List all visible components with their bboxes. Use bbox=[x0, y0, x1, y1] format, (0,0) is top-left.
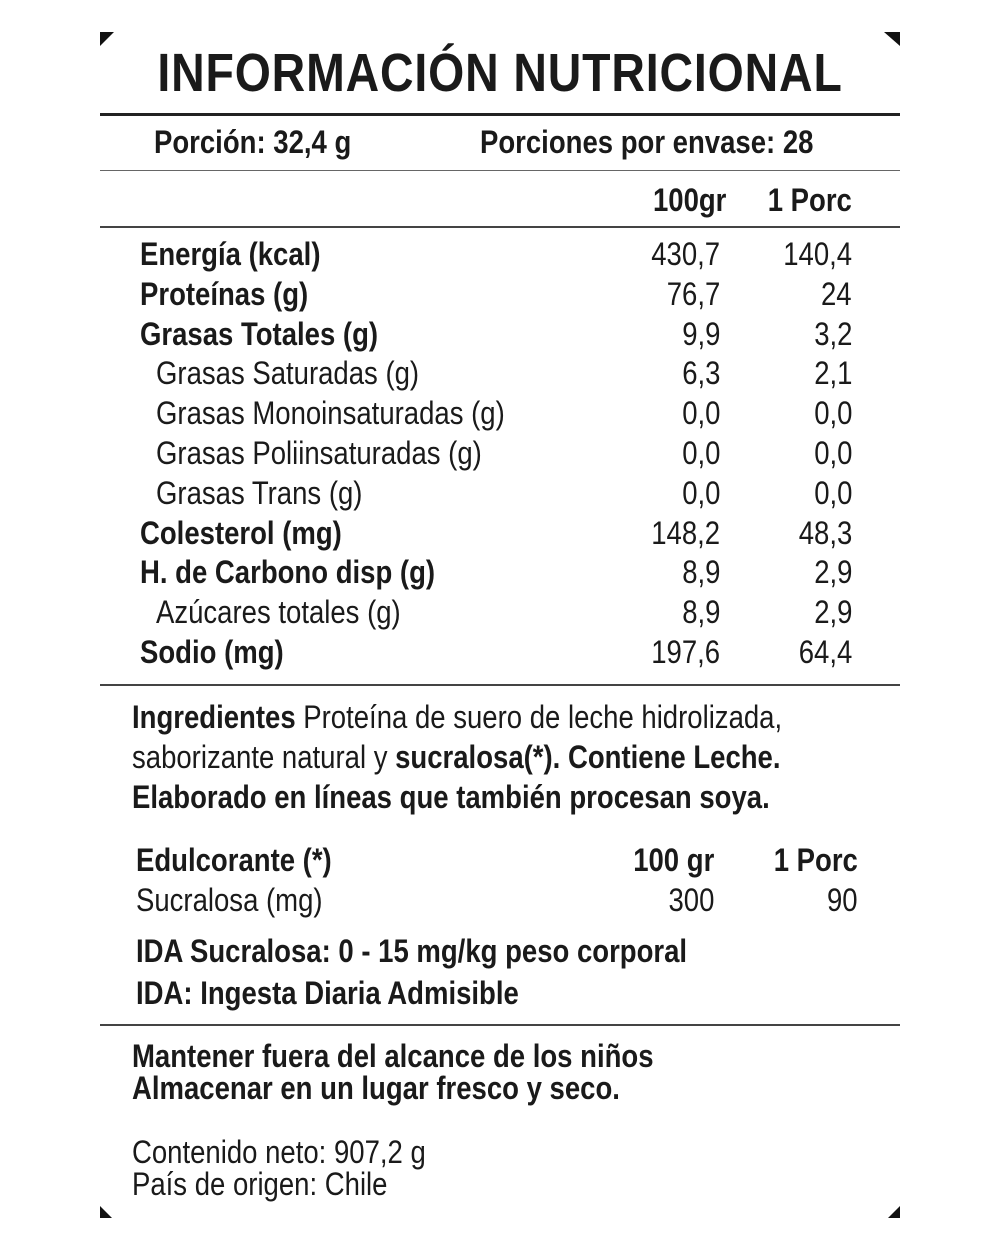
warning-children: Mantener fuera del alcance de los niños bbox=[132, 1038, 654, 1074]
ingredients-text-2: saborizante natural y bbox=[132, 739, 396, 775]
warnings-block bbox=[132, 1040, 738, 1104]
nutrient-label: H. de Carbono disp (g) bbox=[140, 554, 436, 591]
nutrient-label: Grasas Trans (g) bbox=[156, 474, 363, 511]
nutrient-value-100gr: 6,3 bbox=[681, 355, 720, 392]
sweetener-table bbox=[136, 842, 876, 922]
column-header-100gr: 100gr bbox=[652, 182, 726, 218]
nutrient-value-portion: 48,3 bbox=[798, 514, 852, 551]
serving-size: Porción: 32,4 g bbox=[154, 124, 352, 160]
nutrient-label: Azúcares totales (g) bbox=[156, 594, 401, 631]
ida-block bbox=[136, 930, 777, 1014]
nutrient-row bbox=[140, 594, 860, 634]
nutrient-label: Sodio (mg) bbox=[140, 633, 284, 670]
sweetener-header-row bbox=[136, 842, 876, 882]
servings-per-container: Porciones por envase: 28 bbox=[480, 124, 814, 160]
sweetener-col-100: 100 gr bbox=[632, 842, 714, 878]
nutrient-row bbox=[140, 355, 860, 395]
nutrient-value-100gr: 148,2 bbox=[651, 514, 720, 551]
ingredients-allergen-note: Elaborado en líneas que también procesan soya. bbox=[132, 779, 770, 815]
nutrient-value-100gr: 0,0 bbox=[681, 395, 720, 432]
net-content: Contenido neto: 907,2 g bbox=[132, 1134, 426, 1170]
nutrient-value-portion: 0,0 bbox=[813, 434, 852, 471]
nutrient-label: Grasas Poliinsaturadas (g) bbox=[156, 434, 482, 471]
nutrient-label: Grasas Monoinsaturadas (g) bbox=[156, 395, 505, 432]
divider-title bbox=[100, 113, 900, 116]
ingredients-text: Proteína de suero de leche hidrolizada, bbox=[295, 699, 783, 735]
corner-mark-bottom-right bbox=[888, 1206, 900, 1218]
nutrient-label: Grasas Saturadas (g) bbox=[156, 355, 420, 392]
nutrient-label: Grasas Totales (g) bbox=[140, 315, 379, 352]
sweetener-row bbox=[136, 882, 876, 922]
nutrient-row bbox=[140, 395, 860, 435]
nutrient-value-100gr: 0,0 bbox=[681, 434, 720, 471]
nutrient-value-100gr: 76,7 bbox=[666, 275, 720, 312]
sweetener-heading: Edulcorante (*) bbox=[136, 842, 332, 878]
nutrient-value-portion: 2,9 bbox=[813, 554, 852, 591]
divider-columns bbox=[100, 226, 900, 228]
ingredients-block bbox=[132, 697, 1000, 817]
nutrient-row bbox=[140, 475, 860, 515]
nutrient-value-100gr: 197,6 bbox=[651, 633, 720, 670]
label-title: INFORMACIÓN NUTRICIONAL bbox=[157, 43, 843, 103]
sweetener-value-portion: 90 bbox=[827, 882, 858, 918]
footer-block bbox=[132, 1136, 474, 1200]
nutrient-label: Colesterol (mg) bbox=[140, 514, 342, 551]
nutrient-row bbox=[140, 276, 860, 316]
nutrient-value-portion: 0,0 bbox=[813, 474, 852, 511]
nutrient-value-portion: 24 bbox=[821, 275, 852, 312]
divider-warnings bbox=[100, 1024, 900, 1026]
sweetener-col-portion: 1 Porc bbox=[773, 842, 858, 878]
nutrient-row bbox=[140, 634, 860, 674]
corner-mark-bottom-left bbox=[100, 1206, 112, 1218]
nutrient-table bbox=[140, 236, 860, 674]
ingredients-heading: Ingredientes bbox=[132, 699, 296, 735]
nutrient-value-portion: 0,0 bbox=[813, 395, 852, 432]
nutrient-row bbox=[140, 435, 860, 475]
nutrient-value-100gr: 9,9 bbox=[681, 315, 720, 352]
nutrient-value-100gr: 430,7 bbox=[651, 236, 720, 272]
nutrient-value-100gr: 8,9 bbox=[681, 554, 720, 591]
nutrient-value-portion: 2,9 bbox=[813, 594, 852, 631]
nutrient-value-100gr: 0,0 bbox=[681, 474, 720, 511]
nutrient-label: Energía (kcal) bbox=[140, 236, 321, 272]
nutrient-value-portion: 64,4 bbox=[798, 633, 852, 670]
ida-sucralose: IDA Sucralosa: 0 - 15 mg/kg peso corporal bbox=[136, 933, 688, 969]
nutrient-row bbox=[140, 316, 860, 356]
corner-mark-top-left bbox=[100, 32, 114, 46]
nutrient-row bbox=[140, 554, 860, 594]
nutrient-row bbox=[140, 236, 860, 276]
column-header-portion: 1 Porc bbox=[767, 182, 852, 218]
nutrient-value-100gr: 8,9 bbox=[681, 594, 720, 631]
corner-mark-top-right bbox=[884, 32, 900, 46]
country-of-origin: País de origen: Chile bbox=[132, 1166, 388, 1202]
nutrient-row bbox=[140, 515, 860, 555]
sweetener-value-100: 300 bbox=[668, 882, 714, 918]
warning-storage: Almacenar en un lugar fresco y seco. bbox=[132, 1070, 620, 1106]
divider-serving bbox=[100, 170, 900, 171]
nutrient-label: Proteínas (g) bbox=[140, 275, 309, 312]
divider-ingredients bbox=[100, 684, 900, 686]
nutrient-value-portion: 2,1 bbox=[813, 355, 852, 392]
sweetener-name: Sucralosa (mg) bbox=[136, 882, 323, 918]
nutrient-value-portion: 140,4 bbox=[783, 236, 852, 272]
ida-definition: IDA: Ingesta Diaria Admisible bbox=[136, 975, 519, 1011]
nutrient-value-portion: 3,2 bbox=[813, 315, 852, 352]
ingredients-sweetener-note: sucralosa(*). Contiene Leche. bbox=[395, 739, 781, 775]
